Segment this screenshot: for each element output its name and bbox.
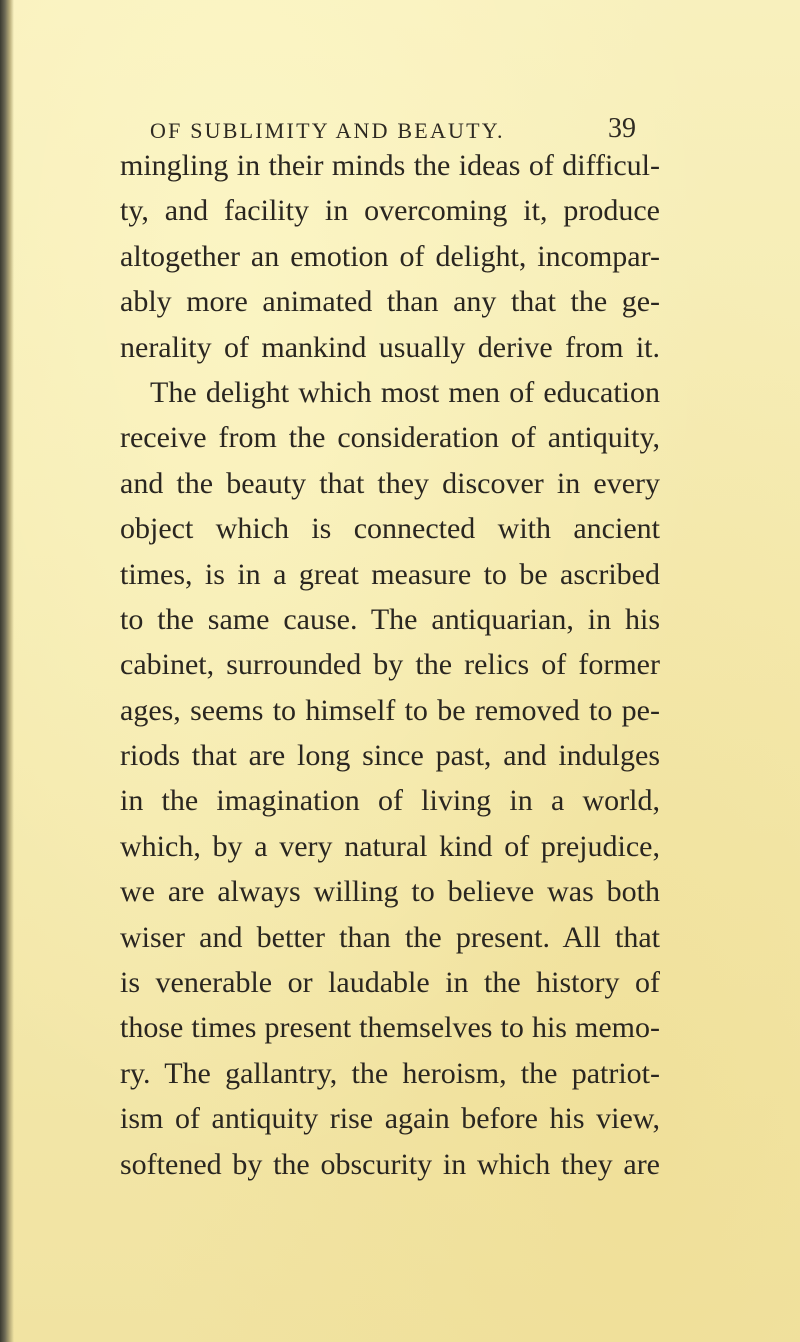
text-line: to the same cause. The antiquarian, in his	[120, 602, 660, 636]
page-number: 39	[608, 113, 636, 144]
text-line: nerality of mankind usually derive from it.	[120, 330, 660, 364]
text-line: which, by a very natural kind of prejudice,	[120, 829, 660, 863]
running-head: OF SUBLIMITY AND BEAUTY.	[150, 118, 505, 143]
text-line: those times present themselves to his memo-	[120, 1011, 660, 1045]
text-line: is venerable or laudable in the history of	[120, 966, 660, 1000]
body-text	[120, 143, 660, 1187]
book-spine-shadow	[0, 0, 14, 1342]
text-line: ages, seems to himself to be removed to pe-	[120, 693, 660, 727]
text-line: in the imagination of living in a world,	[120, 784, 660, 818]
text-line: receive from the consideration of antiquity,	[120, 421, 660, 455]
text-line: altogether an emotion of delight, incompar-	[120, 239, 660, 273]
text-line: we are always willing to believe was both	[120, 875, 660, 909]
text-line: cabinet, surrounded by the relics of former	[120, 648, 660, 682]
text-line: ty, and facility in overcoming it, produce	[120, 194, 660, 228]
text-line: object which is connected with ancient	[120, 512, 660, 546]
text-line: and the beauty that they discover in every	[120, 466, 660, 500]
text-line: softened by the obscurity in which they are	[120, 1147, 660, 1181]
text-line: wiser and better than the present. All that	[120, 920, 660, 954]
text-line: times, is in a great measure to be ascribed	[120, 557, 660, 591]
text-line: The delight which most men of education	[150, 375, 660, 409]
text-line: ism of antiquity rise again before his view,	[120, 1102, 660, 1136]
text-line: riods that are long since past, and indulges	[120, 739, 660, 773]
text-line: mingling in their minds the ideas of difficul-	[120, 149, 660, 182]
text-line: ably more animated than any that the ge-	[120, 285, 660, 319]
text-line: ry. The gallantry, the heroism, the patriot-	[120, 1056, 660, 1090]
